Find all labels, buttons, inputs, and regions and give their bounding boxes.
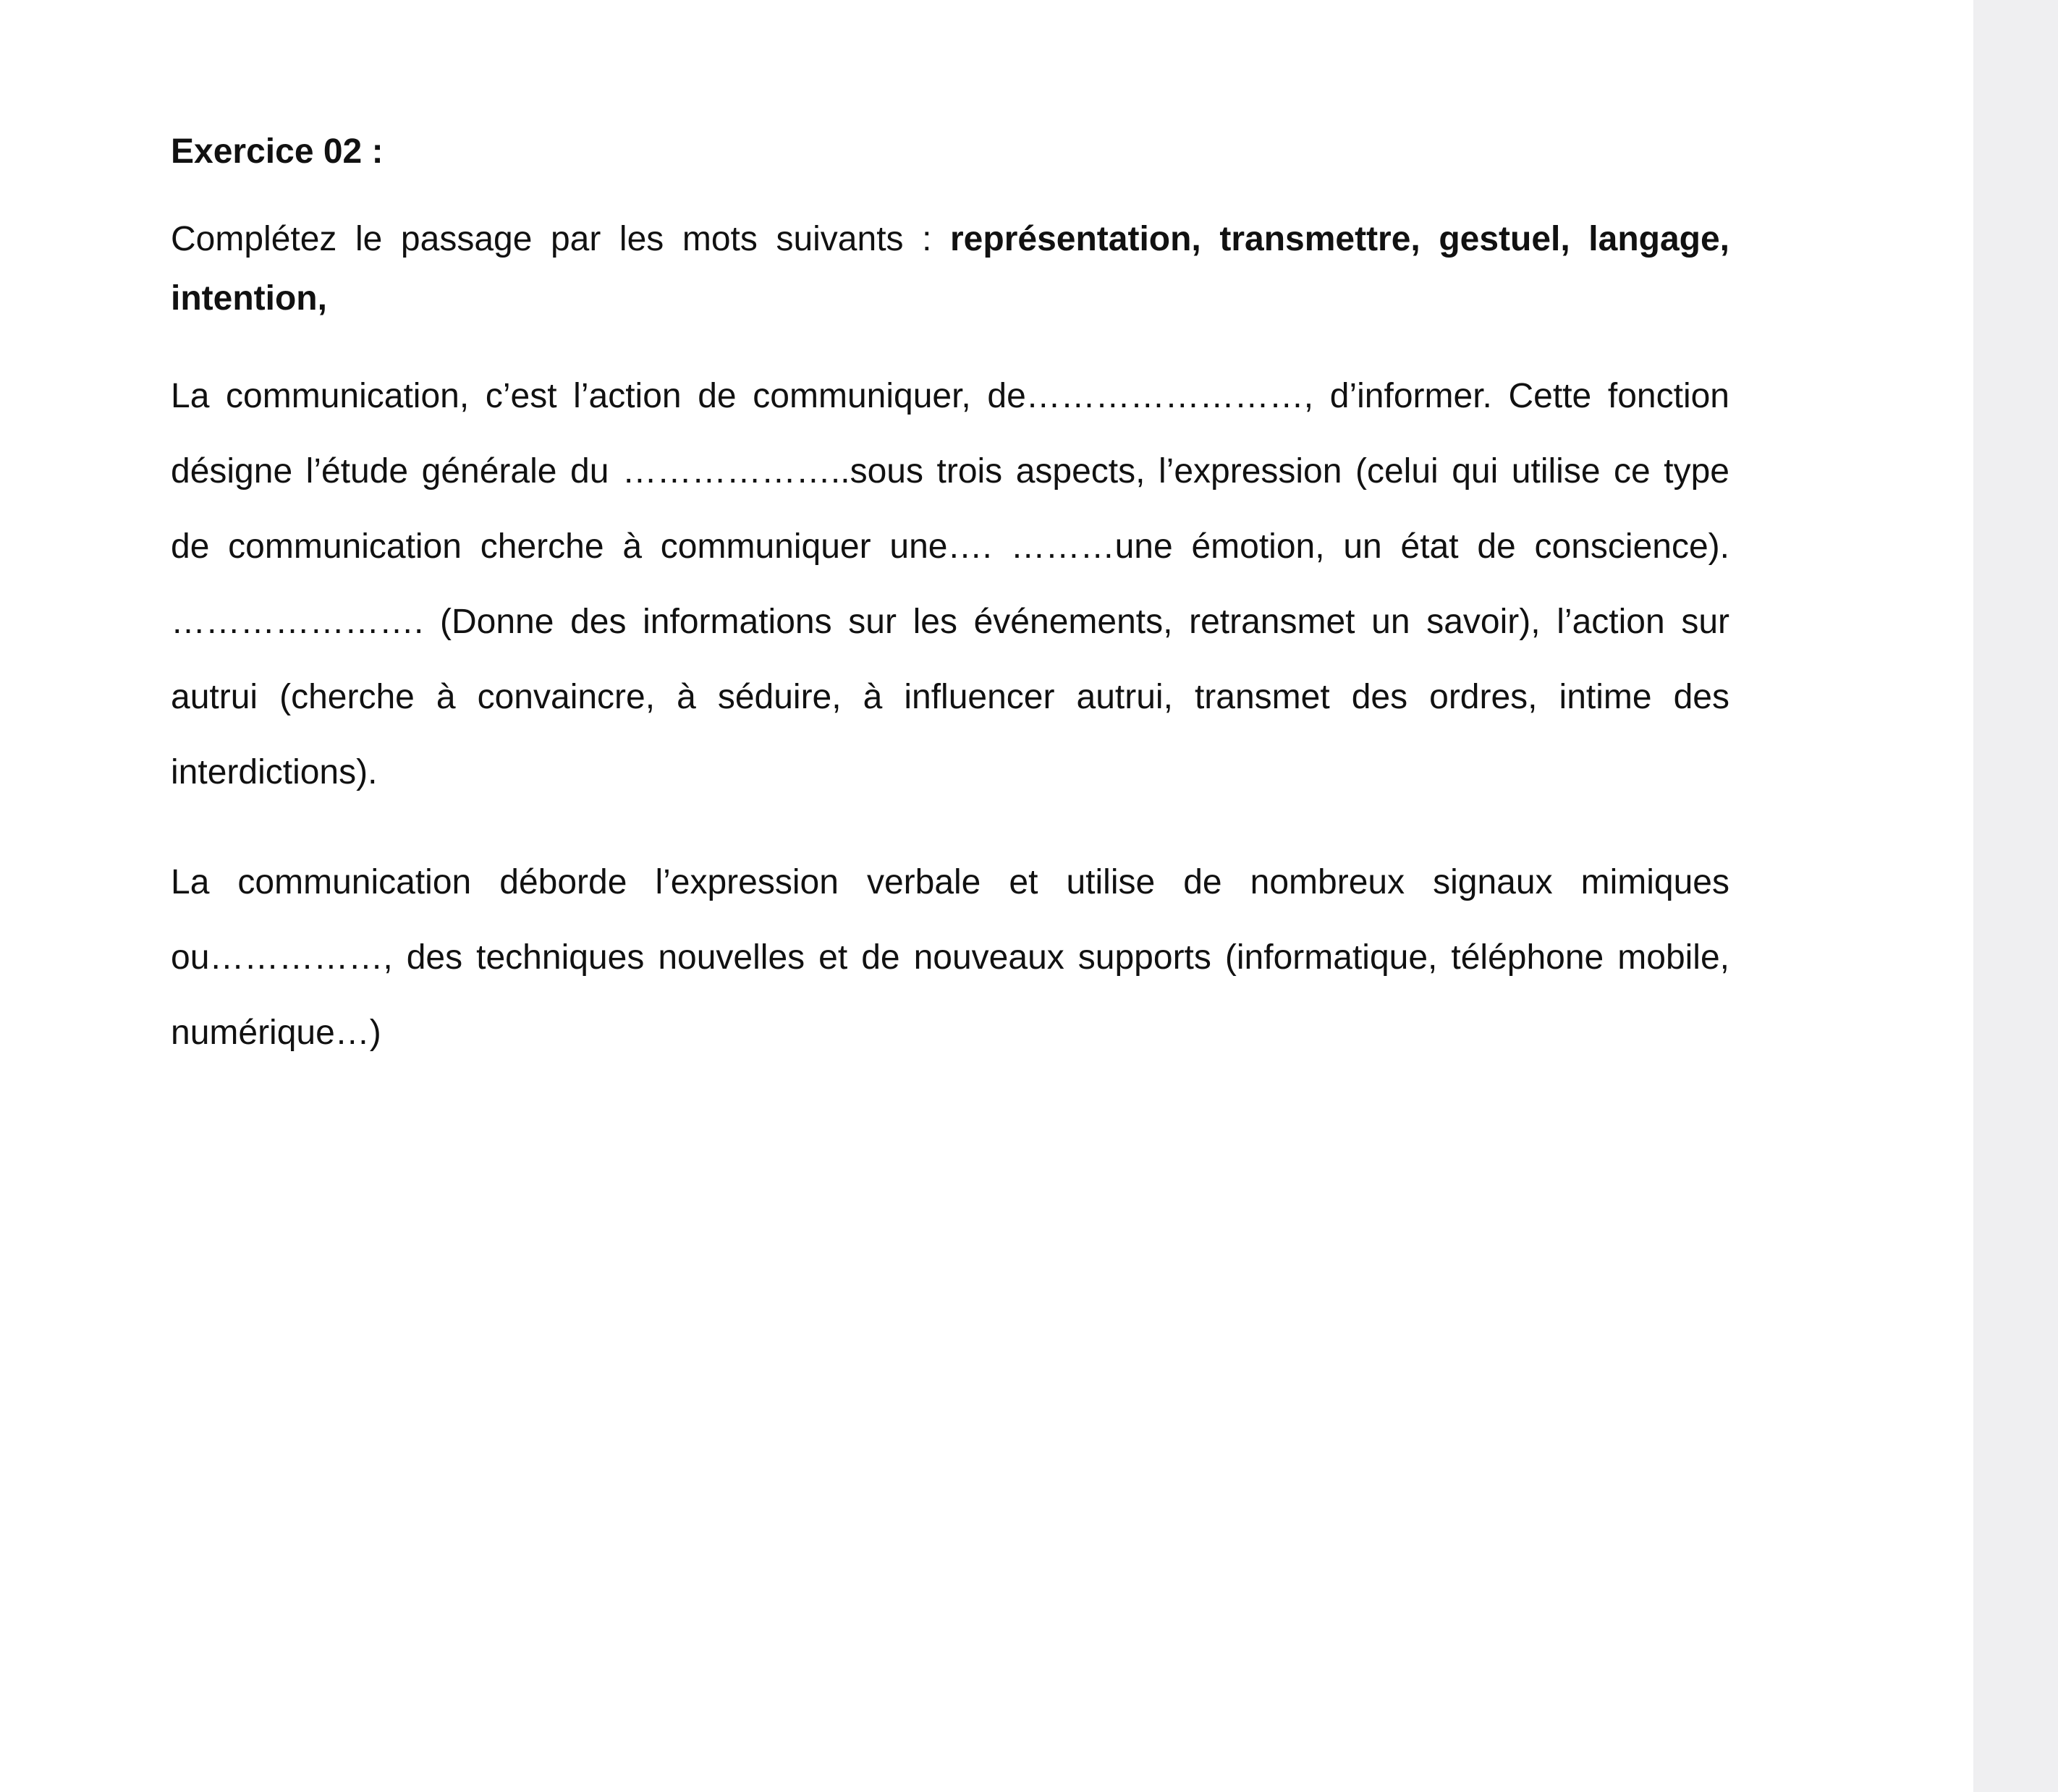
paragraph-1: La communication, c’est l’action de communiquer, de……………………, d’informer. Cette fonction désigne l’étude générale du ………………..sous trois aspects, l’expression (celui qui utilise ce type de communication cherche à communiquer une…. ………une émotion, un état de conscience). …………………. (Donne des informations sur les événements, retransmet un savoir), l’action sur autrui (cherche à convaincre, à séduire, à influencer autrui, transmet des ordres, intime des interdictions). [171, 377, 1729, 791]
instruction-prefix: Complétez le passage par les mots suivants : [171, 220, 950, 258]
paragraph-2: La communication déborde l’expression verbale et utilise de nombreux signaux mimiques ou……………, des techniques nouvelles et de nouveaux supports (informatique, téléphone mobile, numérique…) [171, 863, 1729, 1052]
word-list: représentation, transmettre, gestuel, langage, intention, [171, 220, 1729, 318]
exercise-instruction [171, 210, 1729, 328]
viewer-side-panel [1973, 0, 2058, 1792]
exercise-title: Exercice 02 : [171, 132, 384, 171]
document-content [171, 130, 1729, 1105]
